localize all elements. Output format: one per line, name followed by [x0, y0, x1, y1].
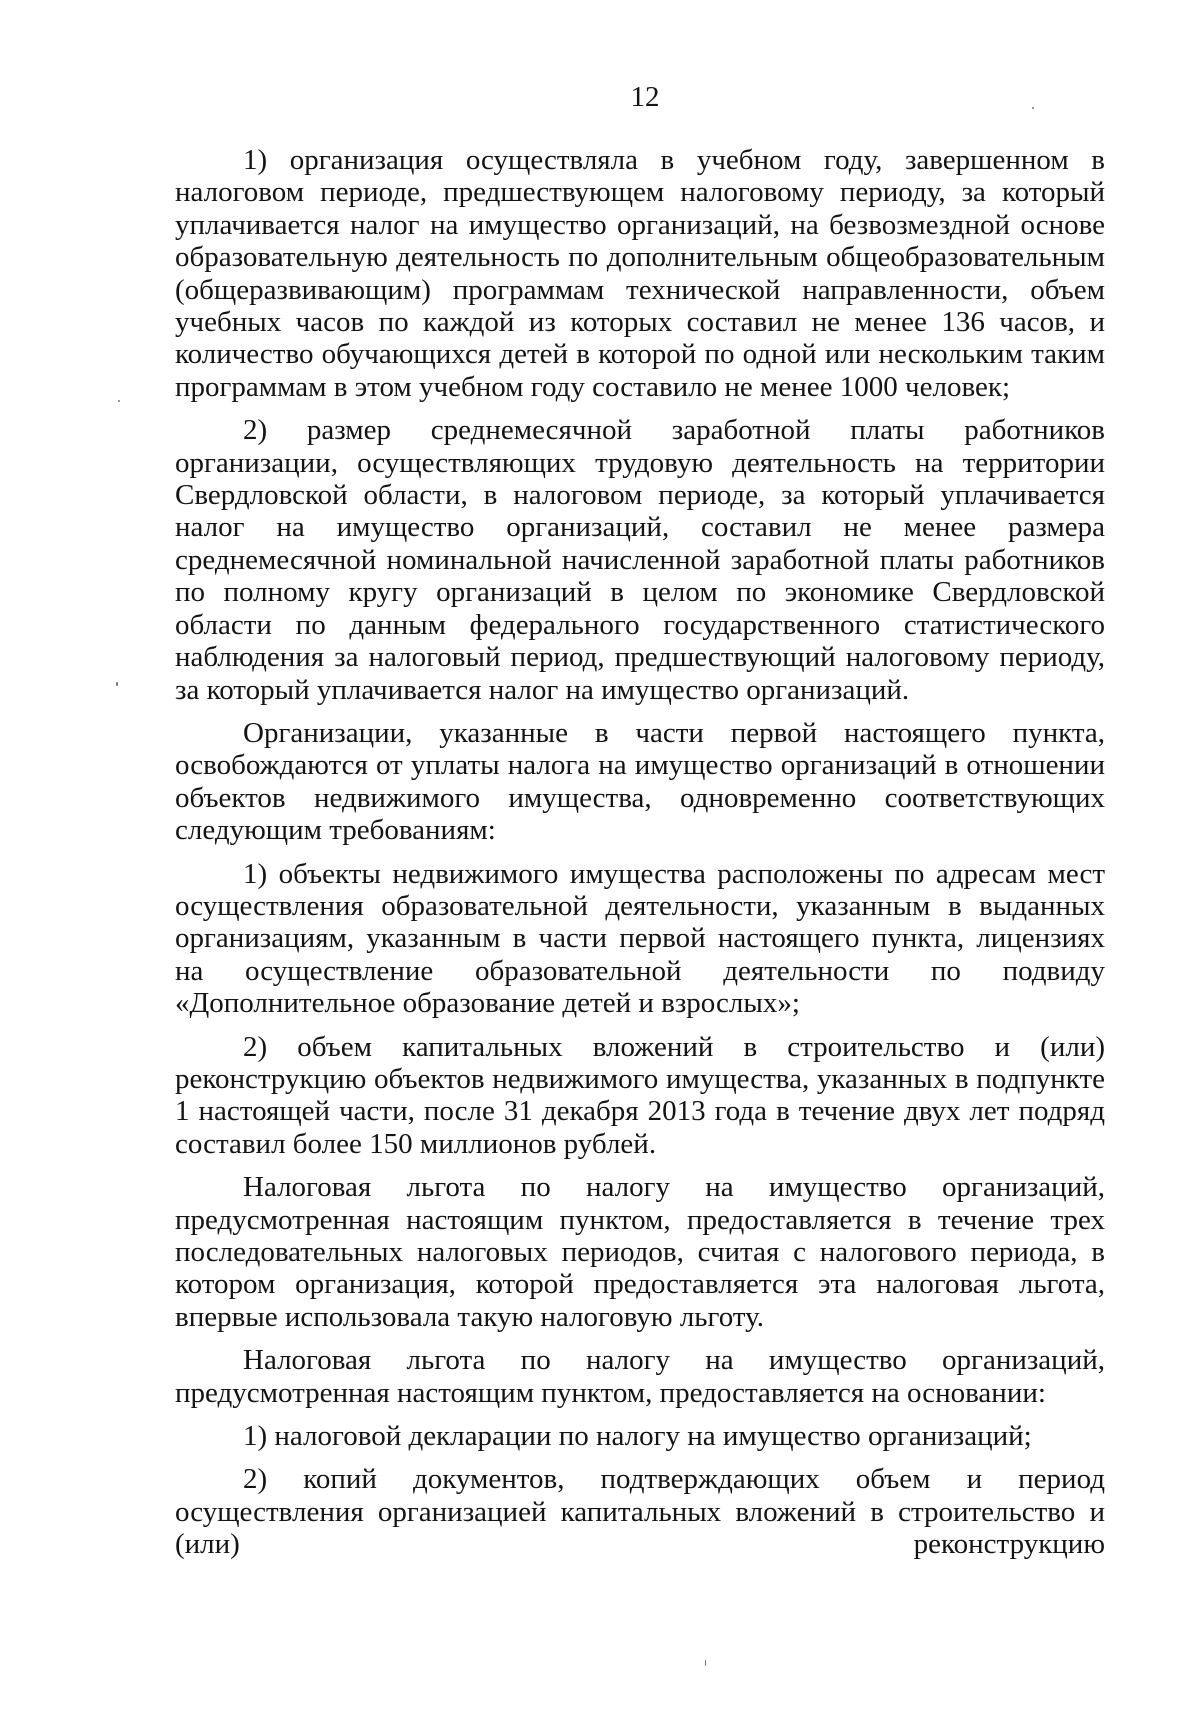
scan-speck: [118, 400, 120, 402]
document-body: [175, 144, 1105, 1572]
paragraph-subitem-2-capital-investment: 2) объем капитальных вложений в строительство и (или) реконструкцию объектов недвижимого имущества, указанных в подпункте 1 настоящей части, после 31 декабря 2013 года в течение двух лет подряд составил более 150 миллионов рублей.: [175, 1030, 1105, 1160]
page-number: 12: [630, 81, 660, 113]
paragraph-basis-item-2-documents: 2) копий документов, подтверждающих объем и период осуществления организацией капитальных вложений в строительство и (или) реконструкцию: [175, 1463, 1105, 1561]
paragraph-basis-item-1-declaration: 1) налоговой декларации по налогу на имущество организаций;: [243, 1420, 1032, 1453]
paragraph-benefit-duration: Налоговая льгота по налогу на имущество организаций, предусмотренная настоящим пунктом, предоставляется в течение трех последовательных налоговых периодов, считая с налогового периода, в котором организация, которой предоставляется эта налоговая льгота, впервые использовала такую налоговую льготу.: [175, 1171, 1105, 1333]
paragraph-subitem-1-education: 1) организация осуществляла в учебном году, завершенном в налоговом периоде, предшествующем налоговому периоду, за который уплачивается налог на имущество организаций, на безвозмездной основе образовательную деятельность по дополнительным общеобразовательным (общеразвивающим) программам технической направленности, объем учебных часов по каждой из которых составил не менее 136 часов, и количество обучающихся детей в которой по одной или нескольким таким программам в этом учебном году составило не менее 1000 человек;: [175, 144, 1105, 403]
scan-speck: [705, 1660, 706, 1666]
scan-speck: [116, 682, 118, 686]
paragraph-exemption-requirements: Организации, указанные в части первой настоящего пункта, освобождаются от уплаты налога на имущество организаций в отношении объектов недвижимого имущества, одновременно соответствующих следующим требованиям:: [175, 716, 1105, 847]
paragraph-subitem-1-property-location: 1) объекты недвижимого имущества расположены по адресам мест осуществления образовательной деятельности, указанным в выданных организациям, указанным в части первой настоящего пункта, лицензиях на осуществление образовательной деятельности по подвиду «Дополнительное образование детей и взрослых»;: [175, 857, 1105, 1020]
paragraph-benefit-basis: Налоговая льгота по налогу на имущество организаций, предусмотренная настоящим пунктом, предоставляется на основании:: [175, 1344, 1105, 1409]
paragraph-subitem-2-salary: 2) размер среднемесячной заработной платы работников организации, осуществляющих трудовую деятельность на территории Свердловской области, в налоговом периоде, за который уплачивается налог на имущество организаций, составил не менее размера среднемесячной номинальной начисленной заработной платы работников по полному кругу организаций в целом по экономике Свердловской области по данным федерального государственного статистического наблюдения за налоговый период, предшествующий налоговому периоду, за который уплачивается налог на имущество организаций.: [175, 414, 1105, 706]
scan-speck: [1032, 107, 1034, 109]
